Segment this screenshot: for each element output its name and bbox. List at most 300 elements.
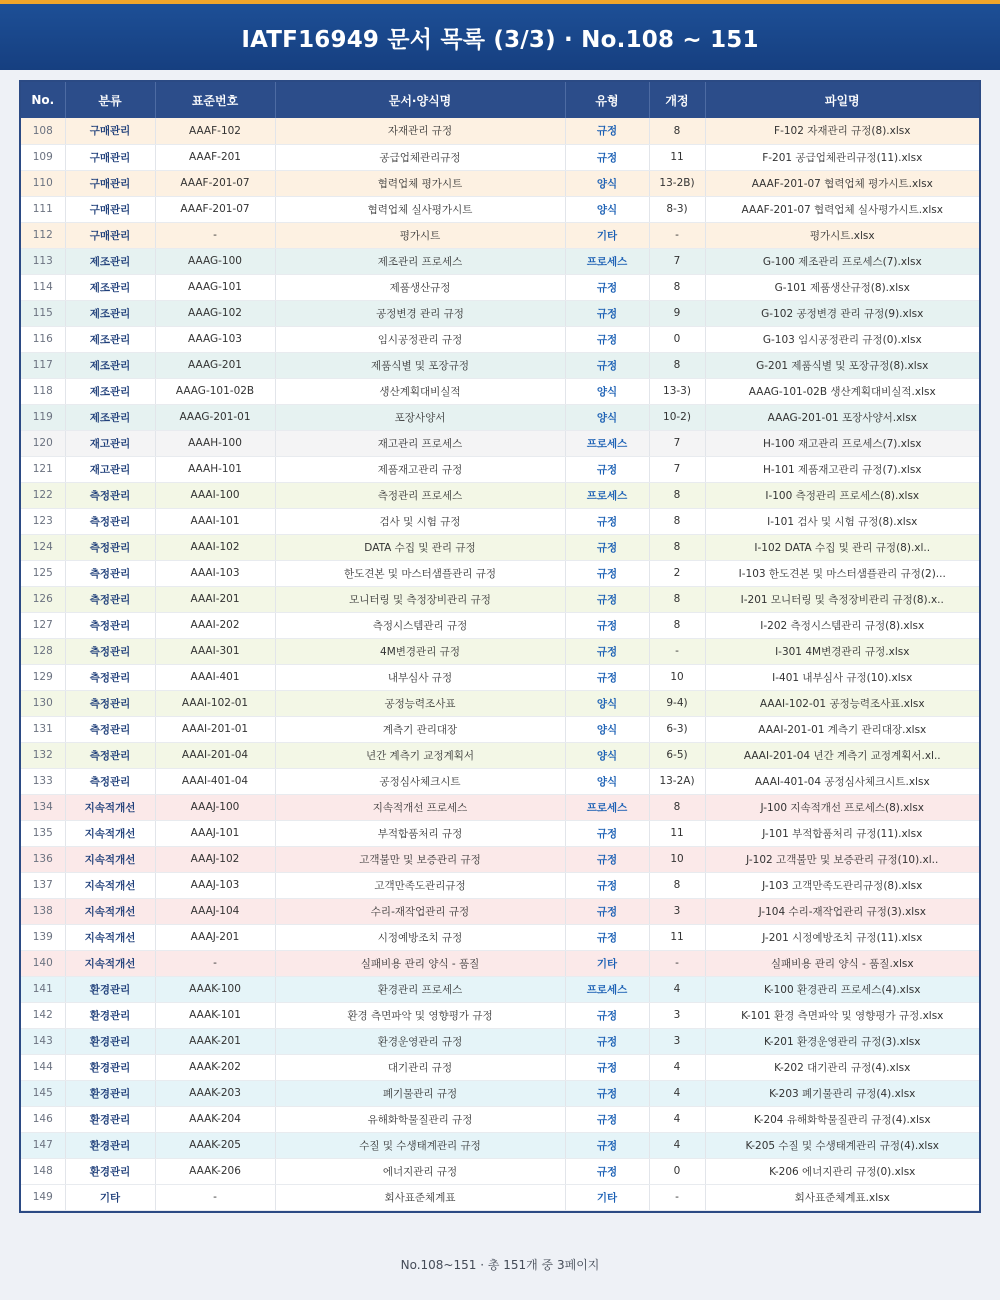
table-row[interactable]: [21, 456, 979, 482]
row-type: 기타: [565, 950, 649, 976]
table-row[interactable]: [21, 274, 979, 300]
row-type: 규정: [565, 1132, 649, 1158]
row-document-name: 공정변경 관리 규정: [275, 300, 565, 326]
row-category: 측정관리: [65, 482, 155, 508]
row-type: 규정: [565, 586, 649, 612]
table-row[interactable]: [21, 1184, 979, 1210]
row-category: 측정관리: [65, 612, 155, 638]
row-number: 118: [21, 378, 65, 404]
row-document-name: 내부심사 규정: [275, 664, 565, 690]
row-document-name: 제품재고관리 규정: [275, 456, 565, 482]
row-document-name: 포장사양서: [275, 404, 565, 430]
row-file-name: F-201 공급업체관리규정(11).xlsx: [705, 144, 979, 170]
title-bar: [0, 0, 1000, 70]
row-document-name: 실패비용 관리 양식 - 품질: [275, 950, 565, 976]
row-type: 양식: [565, 690, 649, 716]
table-row[interactable]: [21, 508, 979, 534]
row-revision: -: [649, 1184, 705, 1210]
row-document-name: 협력업체 실사평가시트: [275, 196, 565, 222]
table-row[interactable]: [21, 144, 979, 170]
row-document-name: 한도견본 및 마스터샘플관리 규정: [275, 560, 565, 586]
row-file-name: J-101 부적합품처리 규정(11).xlsx: [705, 820, 979, 846]
table-row[interactable]: [21, 820, 979, 846]
row-file-name: I-401 내부심사 규정(10).xlsx: [705, 664, 979, 690]
row-standard-number: AAAK-205: [155, 1132, 275, 1158]
row-file-name: AAAG-101-02B 생산계획대비실적.xlsx: [705, 378, 979, 404]
row-standard-number: AAAF-201: [155, 144, 275, 170]
row-standard-number: -: [155, 950, 275, 976]
row-type: 규정: [565, 326, 649, 352]
table-row[interactable]: [21, 924, 979, 950]
row-type: 프로세스: [565, 482, 649, 508]
row-document-name: 제품생산규정: [275, 274, 565, 300]
row-category: 측정관리: [65, 768, 155, 794]
row-number: 138: [21, 898, 65, 924]
table-row[interactable]: [21, 378, 979, 404]
row-number: 108: [21, 118, 65, 144]
row-standard-number: AAAI-201: [155, 586, 275, 612]
row-file-name: I-201 모니터링 및 측정장비관리 규정(8).x..: [705, 586, 979, 612]
row-number: 114: [21, 274, 65, 300]
table-row[interactable]: [21, 482, 979, 508]
row-standard-number: AAAI-201-04: [155, 742, 275, 768]
row-revision: -: [649, 950, 705, 976]
row-number: 126: [21, 586, 65, 612]
row-document-name: 환경운영관리 규정: [275, 1028, 565, 1054]
row-revision: 7: [649, 248, 705, 274]
row-standard-number: AAAG-201: [155, 352, 275, 378]
row-number: 122: [21, 482, 65, 508]
row-number: 130: [21, 690, 65, 716]
row-standard-number: -: [155, 222, 275, 248]
row-file-name: AAAI-401-04 공정심사체크시트.xlsx: [705, 768, 979, 794]
page-footer: No.108~151 · 총 151개 중 3페이지: [400, 1258, 600, 1272]
row-revision: 4: [649, 1106, 705, 1132]
row-document-name: 제품식별 및 포장규정: [275, 352, 565, 378]
row-file-name: J-100 지속적개선 프로세스(8).xlsx: [705, 794, 979, 820]
table-row[interactable]: [21, 1158, 979, 1184]
row-category: 측정관리: [65, 716, 155, 742]
table-row[interactable]: [21, 976, 979, 1002]
row-file-name: AAAI-201-01 계측기 관리대장.xlsx: [705, 716, 979, 742]
table-row[interactable]: [21, 196, 979, 222]
row-file-name: J-201 시정예방조치 규정(11).xlsx: [705, 924, 979, 950]
row-type: 양식: [565, 742, 649, 768]
row-type: 양식: [565, 378, 649, 404]
row-category: 제조관리: [65, 352, 155, 378]
row-revision: -: [649, 638, 705, 664]
row-file-name: K-206 에너지관리 규정(0).xlsx: [705, 1158, 979, 1184]
row-number: 117: [21, 352, 65, 378]
row-number: 111: [21, 196, 65, 222]
row-number: 141: [21, 976, 65, 1002]
row-category: 제조관리: [65, 404, 155, 430]
row-number: 142: [21, 1002, 65, 1028]
row-revision: 3: [649, 898, 705, 924]
row-file-name: AAAF-201-07 협력업체 실사평가시트.xlsx: [705, 196, 979, 222]
row-document-name: 모니터링 및 측정장비관리 규정: [275, 586, 565, 612]
table-row[interactable]: [21, 326, 979, 352]
row-type: 양식: [565, 196, 649, 222]
row-standard-number: AAAF-201-07: [155, 196, 275, 222]
table-row[interactable]: [21, 1132, 979, 1158]
row-file-name: G-103 임시공정관리 규정(0).xlsx: [705, 326, 979, 352]
row-category: 환경관리: [65, 1080, 155, 1106]
row-standard-number: AAAI-401: [155, 664, 275, 690]
row-file-name: H-101 제품재고관리 규정(7).xlsx: [705, 456, 979, 482]
row-document-name: 폐기물관리 규정: [275, 1080, 565, 1106]
column-header-no: No.: [21, 82, 65, 118]
row-document-name: 협력업체 평가시트: [275, 170, 565, 196]
table-row[interactable]: [21, 534, 979, 560]
row-number: 136: [21, 846, 65, 872]
row-number: 119: [21, 404, 65, 430]
column-header-category: 분류: [65, 82, 155, 118]
row-category: 환경관리: [65, 1054, 155, 1080]
table-row[interactable]: [21, 716, 979, 742]
row-file-name: K-204 유해화학물질관리 규정(4).xlsx: [705, 1106, 979, 1132]
row-number: 139: [21, 924, 65, 950]
row-type: 규정: [565, 456, 649, 482]
row-revision: 11: [649, 924, 705, 950]
table-row[interactable]: [21, 586, 979, 612]
row-standard-number: AAAI-101: [155, 508, 275, 534]
row-document-name: 환경 측면파악 및 영향평가 규정: [275, 1002, 565, 1028]
row-file-name: J-103 고객만족도관리규정(8).xlsx: [705, 872, 979, 898]
row-document-name: 자재관리 규정: [275, 118, 565, 144]
row-type: 양식: [565, 170, 649, 196]
row-standard-number: AAAJ-100: [155, 794, 275, 820]
row-revision: 13-2B): [649, 170, 705, 196]
row-standard-number: AAAG-103: [155, 326, 275, 352]
row-number: 121: [21, 456, 65, 482]
table-row[interactable]: [21, 1054, 979, 1080]
row-number: 134: [21, 794, 65, 820]
row-number: 113: [21, 248, 65, 274]
row-file-name: AAAG-201-01 포장사양서.xlsx: [705, 404, 979, 430]
row-file-name: J-102 고객불만 및 보증관리 규정(10).xl..: [705, 846, 979, 872]
row-category: 재고관리: [65, 456, 155, 482]
row-revision: 11: [649, 144, 705, 170]
row-revision: 4: [649, 1080, 705, 1106]
row-document-name: 지속적개선 프로세스: [275, 794, 565, 820]
row-standard-number: AAAJ-104: [155, 898, 275, 924]
row-category: 측정관리: [65, 508, 155, 534]
table-row[interactable]: [21, 404, 979, 430]
row-revision: 4: [649, 1054, 705, 1080]
row-category: 제조관리: [65, 274, 155, 300]
row-revision: 13-2A): [649, 768, 705, 794]
row-number: 115: [21, 300, 65, 326]
row-document-name: 재고관리 프로세스: [275, 430, 565, 456]
row-standard-number: AAAI-102-01: [155, 690, 275, 716]
row-type: 규정: [565, 508, 649, 534]
row-standard-number: AAAG-100: [155, 248, 275, 274]
column-header-document-name: 문서·양식명: [275, 82, 565, 118]
row-file-name: AAAF-201-07 협력업체 평가시트.xlsx: [705, 170, 979, 196]
row-revision: 0: [649, 326, 705, 352]
row-revision: 8: [649, 508, 705, 534]
row-document-name: 부적합품처리 규정: [275, 820, 565, 846]
row-standard-number: AAAI-202: [155, 612, 275, 638]
row-revision: 11: [649, 820, 705, 846]
row-revision: 8: [649, 352, 705, 378]
row-revision: 8: [649, 612, 705, 638]
row-file-name: AAAI-201-04 년간 계측기 교정계획서.xl..: [705, 742, 979, 768]
table-row[interactable]: [21, 222, 979, 248]
row-type: 프로세스: [565, 976, 649, 1002]
row-file-name: I-101 검사 및 시험 규정(8).xlsx: [705, 508, 979, 534]
row-type: 양식: [565, 716, 649, 742]
row-document-name: 회사표준체계표: [275, 1184, 565, 1210]
row-file-name: I-202 측정시스템관리 규정(8).xlsx: [705, 612, 979, 638]
table-row[interactable]: [21, 352, 979, 378]
row-category: 측정관리: [65, 586, 155, 612]
table-row[interactable]: [21, 612, 979, 638]
row-document-name: 공정심사체크시트: [275, 768, 565, 794]
row-revision: 10: [649, 846, 705, 872]
row-file-name: AAAI-102-01 공정능력조사표.xlsx: [705, 690, 979, 716]
row-document-name: 에너지관리 규정: [275, 1158, 565, 1184]
row-revision: 4: [649, 1132, 705, 1158]
row-document-name: 임시공정관리 규정: [275, 326, 565, 352]
table-row[interactable]: [21, 430, 979, 456]
row-number: 137: [21, 872, 65, 898]
table-row[interactable]: [21, 300, 979, 326]
row-category: 구매관리: [65, 196, 155, 222]
row-standard-number: AAAJ-101: [155, 820, 275, 846]
row-type: 규정: [565, 1028, 649, 1054]
table-row[interactable]: [21, 664, 979, 690]
row-type: 규정: [565, 1158, 649, 1184]
row-type: 규정: [565, 144, 649, 170]
row-type: 기타: [565, 1184, 649, 1210]
table-row[interactable]: [21, 768, 979, 794]
column-header-file-name: 파일명: [705, 82, 979, 118]
row-file-name: K-201 환경운영관리 규정(3).xlsx: [705, 1028, 979, 1054]
row-type: 규정: [565, 300, 649, 326]
row-category: 환경관리: [65, 1158, 155, 1184]
row-category: 기타: [65, 1184, 155, 1210]
row-revision: 8: [649, 118, 705, 144]
row-category: 제조관리: [65, 248, 155, 274]
row-type: 규정: [565, 638, 649, 664]
row-standard-number: AAAK-204: [155, 1106, 275, 1132]
row-document-name: 생산계획대비실적: [275, 378, 565, 404]
row-number: 135: [21, 820, 65, 846]
row-document-name: 4M변경관리 규정: [275, 638, 565, 664]
table-row[interactable]: [21, 690, 979, 716]
table-body: [21, 118, 979, 1210]
column-header-standard-number: 표준번호: [155, 82, 275, 118]
table-row[interactable]: [21, 1080, 979, 1106]
row-category: 제조관리: [65, 378, 155, 404]
row-document-name: 시정예방조치 규정: [275, 924, 565, 950]
table-row[interactable]: [21, 898, 979, 924]
row-type: 규정: [565, 1054, 649, 1080]
row-category: 환경관리: [65, 1002, 155, 1028]
row-category: 구매관리: [65, 118, 155, 144]
row-category: 구매관리: [65, 222, 155, 248]
row-standard-number: AAAH-100: [155, 430, 275, 456]
row-standard-number: AAAG-101-02B: [155, 378, 275, 404]
row-document-name: DATA 수집 및 관리 규정: [275, 534, 565, 560]
row-file-name: I-103 한도견본 및 마스터샘플관리 규정(2)...: [705, 560, 979, 586]
row-type: 규정: [565, 846, 649, 872]
row-document-name: 평가시트: [275, 222, 565, 248]
row-document-name: 검사 및 시험 규정: [275, 508, 565, 534]
table-row[interactable]: [21, 560, 979, 586]
row-standard-number: AAAK-201: [155, 1028, 275, 1054]
row-revision: 0: [649, 1158, 705, 1184]
row-category: 환경관리: [65, 1028, 155, 1054]
row-file-name: H-100 재고관리 프로세스(7).xlsx: [705, 430, 979, 456]
row-type: 규정: [565, 1080, 649, 1106]
row-category: 측정관리: [65, 690, 155, 716]
row-file-name: I-301 4M변경관리 규정.xlsx: [705, 638, 979, 664]
table-row[interactable]: [21, 846, 979, 872]
row-standard-number: AAAI-102: [155, 534, 275, 560]
table-row[interactable]: [21, 170, 979, 196]
row-category: 지속적개선: [65, 924, 155, 950]
row-file-name: G-100 제조관리 프로세스(7).xlsx: [705, 248, 979, 274]
table-row[interactable]: [21, 1106, 979, 1132]
table-row[interactable]: [21, 794, 979, 820]
row-file-name: G-201 제품식별 및 포장규정(8).xlsx: [705, 352, 979, 378]
row-standard-number: AAAI-301: [155, 638, 275, 664]
row-number: 144: [21, 1054, 65, 1080]
row-type: 양식: [565, 404, 649, 430]
row-document-name: 제조관리 프로세스: [275, 248, 565, 274]
row-standard-number: AAAH-101: [155, 456, 275, 482]
row-type: 규정: [565, 274, 649, 300]
page-title: IATF16949 문서 목록 (3/3) · No.108 ~ 151: [241, 26, 759, 53]
row-revision: 7: [649, 456, 705, 482]
row-type: 규정: [565, 898, 649, 924]
row-number: 116: [21, 326, 65, 352]
row-standard-number: AAAF-201-07: [155, 170, 275, 196]
row-number: 140: [21, 950, 65, 976]
document-table: [21, 82, 979, 1211]
row-revision: 9: [649, 300, 705, 326]
table-row[interactable]: [21, 638, 979, 664]
row-number: 125: [21, 560, 65, 586]
table-row[interactable]: [21, 742, 979, 768]
row-document-name: 환경관리 프로세스: [275, 976, 565, 1002]
row-number: 148: [21, 1158, 65, 1184]
row-type: 프로세스: [565, 248, 649, 274]
row-type: 프로세스: [565, 794, 649, 820]
table-row[interactable]: [21, 872, 979, 898]
row-category: 제조관리: [65, 300, 155, 326]
row-file-name: G-101 제품생산규정(8).xlsx: [705, 274, 979, 300]
table-row[interactable]: [21, 1028, 979, 1054]
row-file-name: I-100 측정관리 프로세스(8).xlsx: [705, 482, 979, 508]
row-type: 규정: [565, 118, 649, 144]
row-category: 측정관리: [65, 534, 155, 560]
row-revision: 13-3): [649, 378, 705, 404]
row-revision: 2: [649, 560, 705, 586]
row-revision: -: [649, 222, 705, 248]
row-revision: 7: [649, 430, 705, 456]
row-number: 145: [21, 1080, 65, 1106]
row-category: 구매관리: [65, 170, 155, 196]
row-number: 147: [21, 1132, 65, 1158]
row-standard-number: AAAK-202: [155, 1054, 275, 1080]
table-row[interactable]: [21, 118, 979, 144]
table-row[interactable]: [21, 248, 979, 274]
row-file-name: K-101 환경 측면파악 및 영향평가 규정.xlsx: [705, 1002, 979, 1028]
row-number: 124: [21, 534, 65, 560]
row-revision: 3: [649, 1002, 705, 1028]
row-revision: 10: [649, 664, 705, 690]
row-type: 규정: [565, 560, 649, 586]
row-number: 112: [21, 222, 65, 248]
row-standard-number: AAAG-201-01: [155, 404, 275, 430]
row-file-name: K-100 환경관리 프로세스(4).xlsx: [705, 976, 979, 1002]
document-table-container: [19, 80, 981, 1213]
row-category: 제조관리: [65, 326, 155, 352]
row-revision: 4: [649, 976, 705, 1002]
row-standard-number: AAAG-102: [155, 300, 275, 326]
row-revision: 8: [649, 274, 705, 300]
row-file-name: 실패비용 관리 양식 - 품질.xlsx: [705, 950, 979, 976]
row-number: 123: [21, 508, 65, 534]
row-document-name: 수리-재작업관리 규정: [275, 898, 565, 924]
row-revision: 8: [649, 794, 705, 820]
row-category: 구매관리: [65, 144, 155, 170]
row-revision: 8: [649, 872, 705, 898]
row-category: 측정관리: [65, 638, 155, 664]
row-category: 측정관리: [65, 742, 155, 768]
row-document-name: 유해화학물질관리 규정: [275, 1106, 565, 1132]
row-document-name: 측정시스템관리 규정: [275, 612, 565, 638]
table-row[interactable]: [21, 950, 979, 976]
row-standard-number: AAAK-101: [155, 1002, 275, 1028]
row-file-name: 회사표준체계표.xlsx: [705, 1184, 979, 1210]
row-revision: 6-3): [649, 716, 705, 742]
row-type: 규정: [565, 664, 649, 690]
row-category: 환경관리: [65, 976, 155, 1002]
row-standard-number: AAAK-100: [155, 976, 275, 1002]
row-document-name: 대기관리 규정: [275, 1054, 565, 1080]
row-category: 지속적개선: [65, 898, 155, 924]
row-category: 재고관리: [65, 430, 155, 456]
row-revision: 8-3): [649, 196, 705, 222]
row-file-name: G-102 공정변경 관리 규정(9).xlsx: [705, 300, 979, 326]
row-file-name: I-102 DATA 수집 및 관리 규정(8).xl..: [705, 534, 979, 560]
table-row[interactable]: [21, 1002, 979, 1028]
row-revision: 8: [649, 482, 705, 508]
row-type: 규정: [565, 820, 649, 846]
row-number: 133: [21, 768, 65, 794]
row-category: 측정관리: [65, 560, 155, 586]
row-revision: 10-2): [649, 404, 705, 430]
row-standard-number: AAAI-201-01: [155, 716, 275, 742]
row-type: 규정: [565, 1002, 649, 1028]
row-standard-number: AAAF-102: [155, 118, 275, 144]
row-category: 환경관리: [65, 1106, 155, 1132]
row-category: 환경관리: [65, 1132, 155, 1158]
row-file-name: K-203 폐기물관리 규정(4).xlsx: [705, 1080, 979, 1106]
row-number: 109: [21, 144, 65, 170]
row-number: 146: [21, 1106, 65, 1132]
row-standard-number: AAAJ-201: [155, 924, 275, 950]
row-type: 양식: [565, 768, 649, 794]
row-standard-number: -: [155, 1184, 275, 1210]
row-document-name: 수질 및 수생태계관리 규정: [275, 1132, 565, 1158]
row-document-name: 고객만족도관리규정: [275, 872, 565, 898]
